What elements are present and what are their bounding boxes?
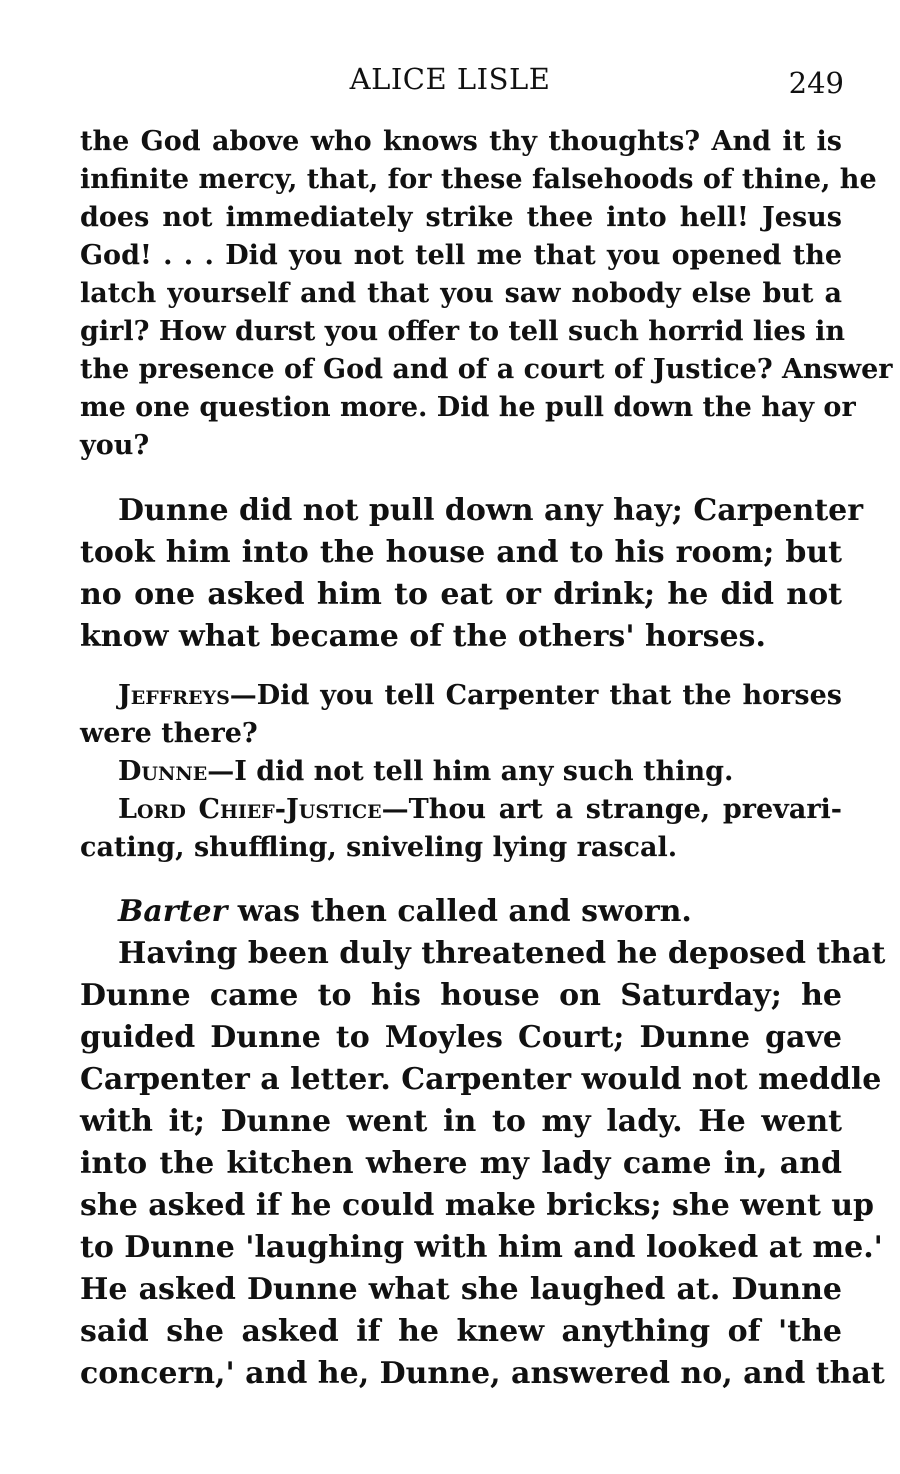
narrative-line: know what became of the others' horses. — [80, 619, 766, 654]
narrative-line: with it; Dunne went in to my lady. He went — [80, 1104, 842, 1139]
narrative-line: Dunne did not pull down any hay; Carpenter — [118, 493, 864, 528]
narrative-line: she asked if he could make bricks; she went up — [80, 1188, 875, 1223]
narrative-line: to Dunne 'laughing with him and looked at me.' — [80, 1230, 883, 1265]
quote-line: does not immediately strike thee into hell! Jesus — [80, 202, 842, 233]
quote-line: girl? How durst you offer to tell such horrid lies in — [80, 316, 846, 347]
page-header — [0, 62, 900, 102]
quote-line: the presence of God and of a court of Justice? Answer — [80, 354, 893, 385]
dunne-text: —I did not tell him any such thing. — [207, 756, 734, 787]
speaker-dunne: Dunne — [118, 756, 208, 787]
page-number: 249 — [788, 66, 844, 100]
quote-line: the God above who knows thy thoughts? And it is — [80, 126, 842, 157]
narrative-line: Having been duly threatened he deposed that — [118, 936, 886, 971]
barter-rest: was then called and sworn. — [227, 894, 692, 929]
speaker-lord-chief-justice: Lord Chief-Justice — [118, 794, 382, 825]
running-title: ALICE LISLE — [349, 62, 551, 96]
quote-line: you? — [80, 430, 150, 461]
narrative-line: Carpenter a letter. Carpenter would not meddle — [80, 1062, 882, 1097]
narrative-line: He asked Dunne what she laughed at. Dunne — [80, 1272, 842, 1307]
quote-line: God! . . . Did you not tell me that you opened the — [80, 240, 842, 271]
speaker-jeffreys: Jeffreys — [118, 680, 230, 711]
narrative-line: no one asked him to eat or drink; he did not — [80, 577, 842, 612]
narrative-line: Dunne came to his house on Saturday; he — [80, 978, 842, 1013]
jeffreys-text: —Did you tell Carpenter that the horses — [229, 680, 842, 711]
barter-line — [118, 894, 842, 929]
dialogue-lord-chief-justice — [118, 794, 842, 825]
barter-name: Barter — [118, 894, 228, 929]
narrative-line: concern,' and he, Dunne, answered no, and that — [80, 1356, 885, 1391]
narrative-line: said she asked if he knew anything of 'the — [80, 1314, 842, 1349]
quote-line: latch yourself and that you saw nobody else but a — [80, 278, 842, 309]
lcj-text: —Thou art a strange, prevari- — [381, 794, 843, 825]
quote-line: me one question more. Did he pull down the hay or — [80, 392, 856, 423]
dialogue-dunne — [118, 756, 842, 787]
narrative-line: into the kitchen where my lady came in, and — [80, 1146, 842, 1181]
dialogue-jeffreys-cont: were there? — [80, 718, 258, 749]
dialogue-lord-chief-justice-cont: cating, shuffling, sniveling lying rascal. — [80, 832, 678, 863]
quote-line: infinite mercy, that, for these falsehoods of thine, he — [80, 164, 877, 195]
narrative-line: took him into the house and to his room; but — [80, 535, 842, 570]
dialogue-jeffreys — [118, 680, 842, 711]
narrative-line: guided Dunne to Moyles Court; Dunne gave — [80, 1020, 842, 1055]
